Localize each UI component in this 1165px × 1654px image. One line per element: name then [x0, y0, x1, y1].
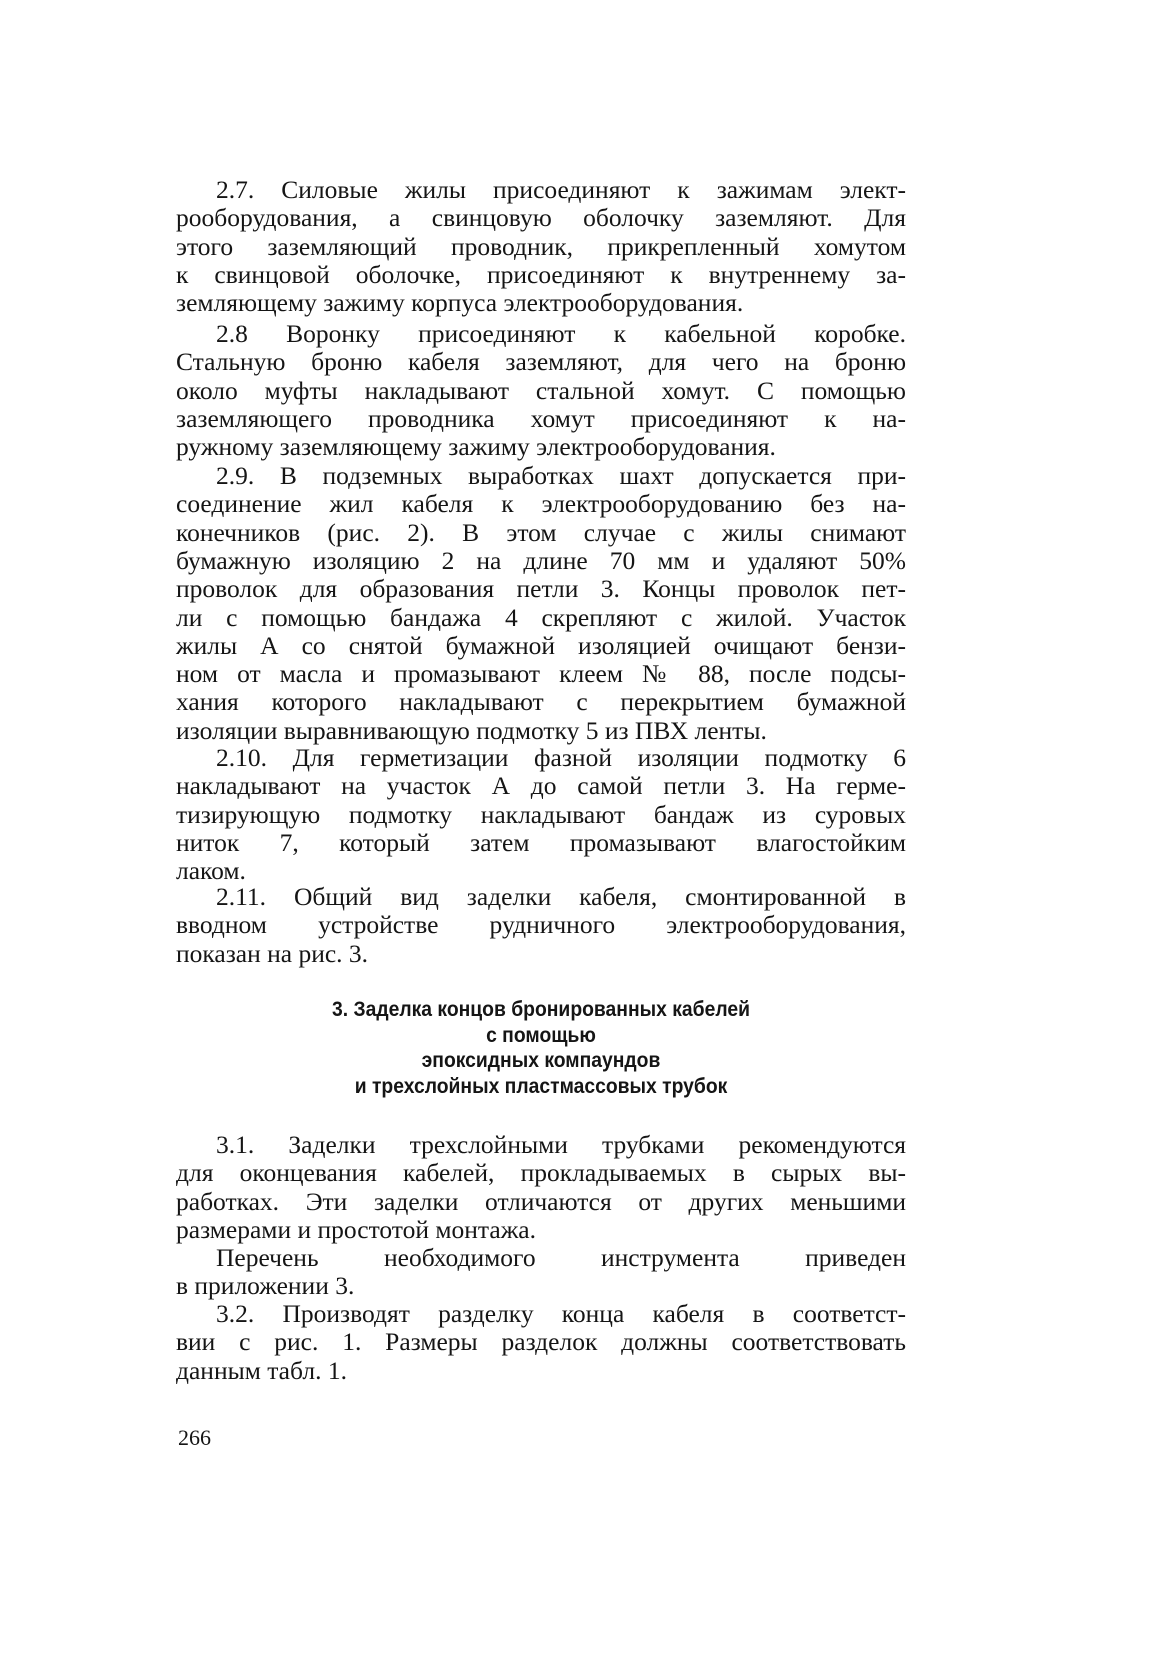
paragraph-line: 3.1. Заделки трехслойными трубками рекомендуются — [216, 1130, 906, 1159]
paragraph-line: размерами и простотой монтажа. — [176, 1214, 537, 1244]
paragraph-line: 2.11. Общий вид заделки кабеля, смонтированной в — [216, 882, 906, 911]
paragraph-line: показан на рис. 3. — [176, 938, 369, 968]
paragraph-line: 2.7. Силовые жилы присоединяют к зажимам элект- — [216, 175, 906, 204]
section-heading-line: с помощью — [486, 1023, 596, 1047]
paragraph-line: конечников (рис. 2). В этом случае с жилы снимают — [176, 517, 906, 547]
paragraph-line: ли с помощью бандажа 4 скрепляют с жилой. Участок — [176, 602, 906, 632]
paragraph-line: для оконцевания кабелей, прокладываемых в сырых вы- — [176, 1158, 906, 1188]
paragraph-line: около муфты накладывают стальной хомут. С помощью — [176, 375, 906, 405]
paragraph-line: изоляции выравнивающую подмотку 5 из ПВХ ленты. — [176, 715, 767, 745]
paragraph-line: лаком. — [176, 856, 246, 886]
paragraph-line: 2.9. В подземных выработках шахт допускается при- — [216, 461, 906, 490]
paragraph-line: заземляющего проводника хомут присоединяют к на- — [176, 403, 906, 433]
paragraph-line: вводном устройстве рудничного электрооборудования, — [176, 910, 906, 940]
paragraph-line: рооборудования, а свинцовую оболочку заземляют. Для — [176, 203, 906, 233]
paragraph-line: в приложении 3. — [176, 1271, 355, 1301]
paragraph-line: вии с рис. 1. Размеры разделок должны соответствовать — [176, 1327, 906, 1357]
paragraph-line: Перечень необходимого инструмента приведен — [216, 1243, 906, 1272]
paragraph-line: данным табл. 1. — [176, 1355, 347, 1385]
paragraph-line: накладывают на участок А до самой петли 3. На герме- — [176, 771, 906, 801]
page-number: 266 — [178, 1425, 211, 1450]
paragraph-line: хания которого накладывают с перекрытием бумажной — [176, 687, 906, 717]
paragraph-line: 2.8 Воронку присоединяют к кабельной коробке. — [216, 319, 906, 348]
paragraph-line: жилы А со снятой бумажной изоляцией очищают бензи- — [176, 630, 906, 660]
paragraph-line: 2.10. Для герметизации фазной изоляции подмотку 6 — [216, 743, 906, 772]
paragraph-line: тизирующую подмотку накладывают бандаж из суровых — [176, 799, 906, 829]
paragraph-line: ружному заземляющему зажиму электрооборудования. — [176, 432, 776, 462]
paragraph-line: ном от масла и промазывают клеем № 88, после подсы- — [176, 659, 906, 689]
paragraph-line: проволок для образования петли 3. Концы проволок пет- — [176, 574, 906, 604]
paragraph-line: Стальную броню кабеля заземляют, для чего на броню — [176, 347, 906, 377]
paragraph-line: соединение жил кабеля к электрооборудованию без на- — [176, 489, 906, 519]
section-heading-line: и трехслойных пластмассовых трубок — [354, 1074, 728, 1098]
section-heading-line: 3. Заделка концов бронированных кабелей — [332, 998, 750, 1021]
section-heading-line: эпоксидных компаундов — [421, 1049, 661, 1072]
paragraph-line: к свинцовой оболочке, присоединяют к внутреннему за- — [176, 259, 906, 289]
paragraph-line: бумажную изоляцию 2 на длине 70 мм и удаляют 50% — [176, 545, 906, 575]
paragraph-line: 3.2. Производят разделку конца кабеля в соответст- — [216, 1299, 906, 1328]
paragraph-line: ниток 7, который затем промазывают влагостойким — [176, 827, 906, 857]
paragraph-line: работках. Эти заделки отличаются от других меньшими — [176, 1186, 906, 1216]
paragraph-line: этого заземляющий проводник, прикрепленный хомутом — [176, 231, 906, 261]
paragraph-line: земляющему зажиму корпуса электрооборудования. — [176, 288, 744, 318]
